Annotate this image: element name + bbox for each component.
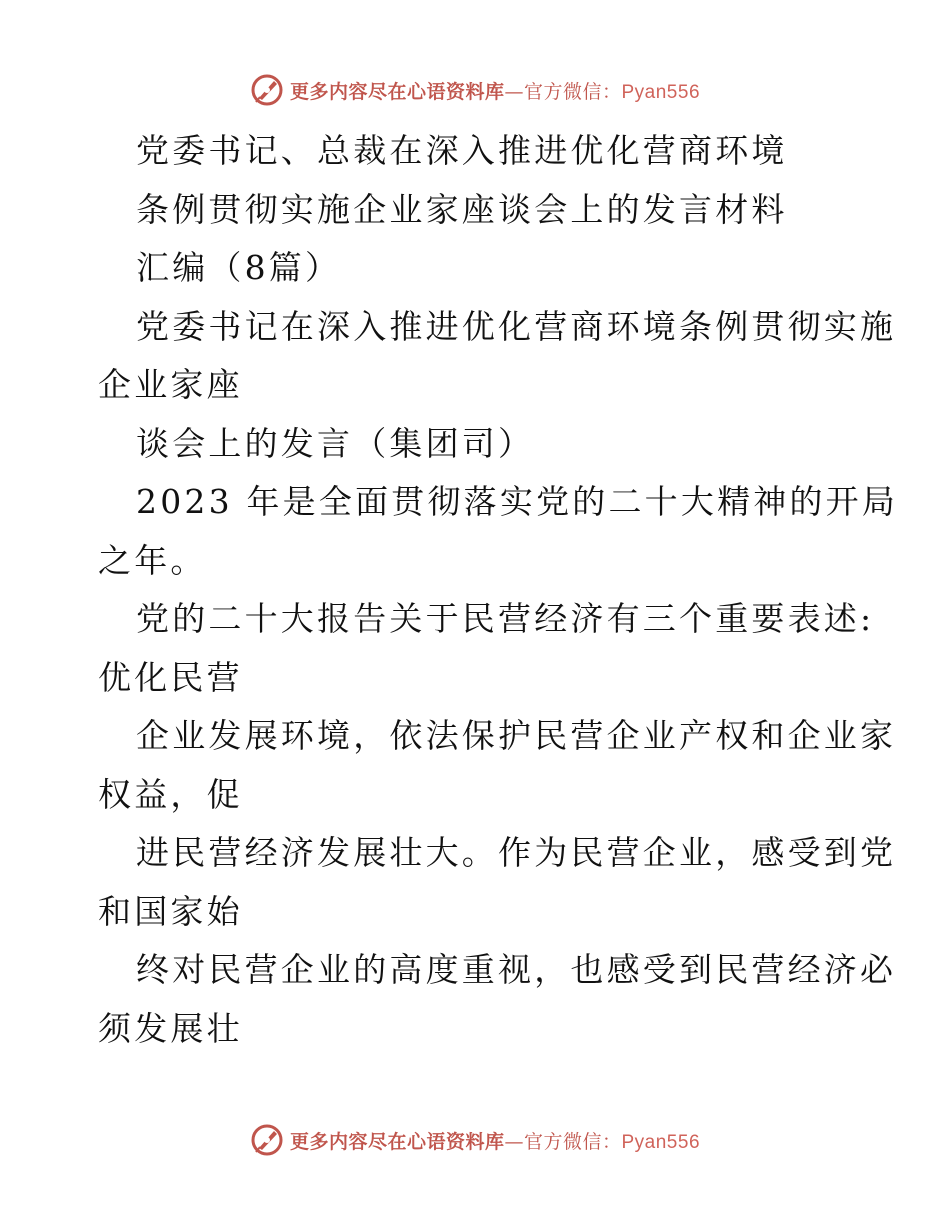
quill-pen-logo-icon: [250, 73, 284, 107]
paragraph-line: 之年。: [98, 540, 207, 580]
paragraph-line: 和国家始: [98, 891, 243, 931]
title-line-1: 党委书记、总裁在深入推进优化营商环境: [136, 131, 788, 170]
paragraph-line: 终对民营企业的高度重视，也感受到民营经济必: [136, 950, 897, 989]
watermark-main-text: 更多内容尽在心语资料库: [289, 80, 505, 103]
paragraph-line: 党的二十大报告关于民营经济有三个重要表述:: [136, 599, 875, 638]
watermark-dash: —: [504, 80, 524, 103]
quill-pen-logo-icon: [250, 1123, 284, 1157]
paragraph-line: 权益，促: [98, 774, 243, 814]
paragraph-line: 须发展壮: [98, 1008, 243, 1048]
title-line-2: 条例贯彻实施企业家座谈会上的发言材料: [136, 189, 788, 229]
paragraph-line: 党委书记在深入推进优化营商环境条例贯彻实施: [136, 306, 897, 346]
paragraph-line: 谈会上的发言（集团司）: [136, 423, 535, 463]
watermark-wechat-id: Pyan556: [621, 81, 701, 103]
watermark-dash: —: [504, 1130, 524, 1153]
paragraph-line: 优化民营: [98, 657, 243, 697]
header-watermark: [0, 70, 950, 110]
paragraph-line: 2023 年是全面贯彻落实党的二十大精神的开局: [136, 482, 899, 521]
watermark-main-text: 更多内容尽在心语资料库: [289, 1130, 505, 1153]
paragraph-line: 企业家座: [98, 365, 243, 404]
watermark-wechat-label: 官方微信：: [523, 80, 622, 103]
paragraph-line: 进民营经济发展壮大。作为民营企业，感受到党: [136, 833, 897, 872]
watermark-wechat-label: 官方微信：: [523, 1130, 622, 1153]
paragraph-line: 企业发展环境，依法保护民营企业产权和企业家: [136, 716, 897, 755]
title-line-3: 汇编（8篇）: [136, 248, 342, 287]
watermark-wechat-id: Pyan556: [621, 1131, 701, 1153]
document-body: [98, 122, 899, 1058]
footer-watermark: [0, 1120, 950, 1160]
